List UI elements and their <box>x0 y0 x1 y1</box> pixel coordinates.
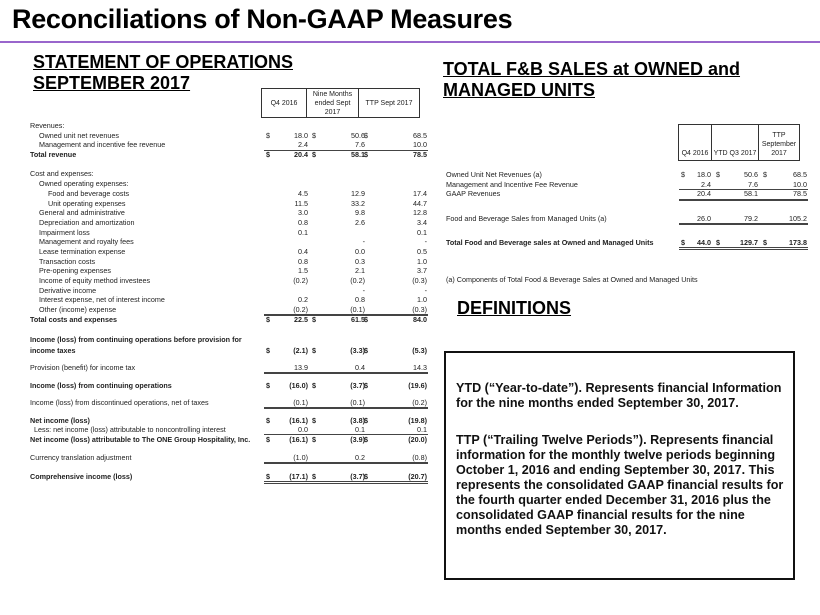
fb-footnote: (a) Components of Total Food & Beverage Sales at Owned and Managed Units <box>446 275 698 284</box>
currency-symbol: $ <box>364 345 368 355</box>
cell-value: 2.4 <box>701 179 711 189</box>
currency-symbol: $ <box>266 471 270 481</box>
currency-symbol: $ <box>763 237 767 247</box>
statement-row <box>30 257 428 267</box>
definitions-title: DEFINITIONS <box>457 298 572 318</box>
statement-row <box>30 218 428 228</box>
row-label: Income (loss) from continuing operations before provision for <box>30 335 242 345</box>
fb-row <box>446 170 808 180</box>
cell-value: 2.6 <box>355 217 365 227</box>
cell-value: 4.5 <box>298 188 308 198</box>
fb-title-line2: MANAGED UNITS <box>443 80 595 100</box>
cell-value: 9.8 <box>355 208 365 218</box>
cell-value: 7.6 <box>748 179 758 189</box>
row-label: Management and incentive fee revenue <box>39 140 166 150</box>
currency-symbol: $ <box>312 471 316 481</box>
cell-value: 0.0 <box>298 425 308 435</box>
underline-rule <box>264 372 428 374</box>
statement-row <box>30 286 428 296</box>
cell-value: 0.0 <box>355 246 365 256</box>
cell-value: 20.4 <box>697 189 711 199</box>
statement-title-line1: STATEMENT OF OPERATIONS <box>33 52 293 72</box>
cell-value: 0.1 <box>355 425 365 435</box>
definition-ytd: YTD (“Year-to-date”). Represents financial Information for the nine months ended September 30, 2017. <box>456 381 782 410</box>
row-label: Revenues: <box>30 121 65 130</box>
row-label: Unit operating expenses <box>48 198 126 208</box>
cell-value: (3.3) <box>350 345 365 355</box>
row-spacer <box>446 199 808 214</box>
statement-row <box>30 425 428 435</box>
cell-value: 3.4 <box>417 217 427 227</box>
row-label: GAAP Revenues <box>446 189 501 199</box>
statement-table-body <box>30 121 428 481</box>
cell-value: (0.2) <box>350 276 365 285</box>
cell-value: (20.7) <box>408 471 427 481</box>
row-label: Income (loss) from continuing operations <box>30 380 172 390</box>
cell-value: (0.1) <box>293 398 308 408</box>
cell-value: (0.8) <box>412 453 427 463</box>
currency-symbol: $ <box>312 345 316 355</box>
cell-value: (16.1) <box>289 415 308 425</box>
cell-value: 1.0 <box>417 256 427 266</box>
statement-row <box>30 472 428 482</box>
column-header: Q4 2016 <box>679 125 712 160</box>
row-label: Other (income) expense <box>39 305 117 315</box>
row-label: Pre-opening expenses <box>39 266 111 276</box>
row-label: Management and royalty fees <box>39 237 134 247</box>
row-spacer <box>446 223 808 238</box>
statement-table-header <box>261 88 420 118</box>
statement-row <box>30 237 428 247</box>
currency-symbol: $ <box>266 314 270 324</box>
row-label: Income (loss) from discontinued operations, net of taxes <box>30 398 209 408</box>
cell-value: 18.0 <box>294 130 308 140</box>
cell-value: 58.1 <box>744 189 758 199</box>
cell-value: 10.0 <box>793 179 807 189</box>
row-label: Cost and expenses: <box>30 169 94 179</box>
fb-row <box>446 180 808 190</box>
row-label: Net income (loss) attributable to The ONE Group Hospitality, Inc. <box>30 434 251 444</box>
row-spacer <box>30 390 428 398</box>
row-label: Total revenue <box>30 150 77 160</box>
row-spacer <box>30 355 428 363</box>
cell-value: (5.3) <box>412 345 427 355</box>
row-label: income taxes <box>30 345 76 355</box>
cell-value: - <box>424 237 427 247</box>
row-label: Lease termination expense <box>39 246 126 256</box>
currency-symbol: $ <box>312 130 316 140</box>
fb-row <box>446 214 808 224</box>
currency-symbol: $ <box>681 237 685 247</box>
underline-rule <box>679 247 808 250</box>
cell-value: (19.6) <box>408 380 427 390</box>
cell-value: 0.1 <box>417 425 427 435</box>
currency-symbol: $ <box>312 314 316 324</box>
cell-value: (0.3) <box>412 305 427 315</box>
title-divider <box>0 41 820 43</box>
underline-rule <box>264 481 428 484</box>
currency-symbol: $ <box>266 150 270 160</box>
statement-row <box>30 169 428 179</box>
cell-value: 11.5 <box>294 198 308 208</box>
statement-row <box>30 398 428 408</box>
cell-value: 68.5 <box>793 170 807 179</box>
cell-value: (0.3) <box>412 276 427 285</box>
row-label: Management and Incentive Fee Revenue <box>446 179 578 189</box>
cell-value: 12.8 <box>413 208 427 218</box>
column-header: TTP Sept 2017 <box>365 99 413 107</box>
fb-table-header <box>678 124 800 161</box>
statement-row <box>30 453 428 463</box>
cell-value: 22.5 <box>294 314 308 324</box>
currency-symbol: $ <box>716 237 720 247</box>
statement-row <box>30 266 428 276</box>
definitions-box <box>444 351 795 580</box>
cell-value: (17.1) <box>289 471 308 481</box>
definition-ttp: TTP (“Trailing Twelve Periods”). Represents financial information for the monthly twelve periods beginning October 1, 2016 and ending September 30, 2017. This represents the consolidated GAAP financial results for the fourth quarter ended December 31, 2016 plus the consolidated GAAP financial results for the nine months ended September 30, 2017. <box>456 433 784 537</box>
currency-symbol: $ <box>364 380 368 390</box>
row-label: Income of equity method investees <box>39 276 151 285</box>
row-label: Total costs and expenses <box>30 314 117 324</box>
cell-value: 50.6 <box>744 170 758 179</box>
statement-row <box>30 228 428 238</box>
column-header: Nine Months ended Sept 2017 <box>307 89 359 117</box>
currency-symbol: $ <box>312 434 316 444</box>
cell-value: 0.8 <box>298 217 308 227</box>
row-label: Impairment loss <box>39 227 90 237</box>
statement-row <box>30 247 428 257</box>
currency-symbol: $ <box>312 380 316 390</box>
cell-value: (0.1) <box>350 305 365 315</box>
cell-value: 105.2 <box>789 213 807 223</box>
statement-row <box>30 295 428 305</box>
cell-value: 3.0 <box>298 208 308 218</box>
statement-row <box>30 416 428 426</box>
row-spacer <box>30 324 428 335</box>
currency-symbol: $ <box>266 434 270 444</box>
statement-title <box>33 52 293 94</box>
cell-value: 0.4 <box>298 246 308 256</box>
cell-value: 58.1 <box>351 150 365 160</box>
row-label: Depreciation and amortization <box>39 217 135 227</box>
cell-value: 44.7 <box>413 198 427 208</box>
currency-symbol: $ <box>266 380 270 390</box>
cell-value: 78.5 <box>413 150 427 160</box>
cell-value: 0.5 <box>417 246 427 256</box>
cell-value: 13.9 <box>294 363 308 373</box>
statement-row <box>30 121 428 131</box>
row-label: Less: net income (loss) attributable to noncontrolling interest <box>34 425 226 435</box>
currency-symbol: $ <box>266 130 270 140</box>
statement-row <box>30 335 428 345</box>
currency-symbol: $ <box>364 314 368 324</box>
cell-value: 7.6 <box>355 140 365 150</box>
currency-symbol: $ <box>716 170 720 179</box>
cell-value: 0.2 <box>298 295 308 305</box>
cell-value: 20.4 <box>294 150 308 160</box>
row-label: Owned unit net revenues <box>39 130 119 140</box>
row-label: Total Food and Beverage sales at Owned and Managed Units <box>446 237 654 247</box>
cell-value: 0.2 <box>355 453 365 463</box>
column-header: TTP September 2017 <box>761 132 797 157</box>
statement-row <box>30 346 428 356</box>
cell-value: 10.0 <box>413 140 427 150</box>
cell-value: 0.1 <box>298 227 308 237</box>
statement-row <box>30 305 428 315</box>
cell-value: (16.1) <box>289 434 308 444</box>
cell-value: (19.8) <box>408 415 427 425</box>
cell-value: 17.4 <box>413 188 427 198</box>
cell-value: 129.7 <box>740 237 758 247</box>
statement-row <box>30 315 428 325</box>
cell-value: (0.2) <box>412 398 427 408</box>
fb-table-body <box>446 170 808 248</box>
row-spacer <box>30 445 428 454</box>
row-label: Interest expense, net of interest income <box>39 295 165 305</box>
currency-symbol: $ <box>364 471 368 481</box>
cell-value: 33.2 <box>351 198 365 208</box>
cell-value: 1.0 <box>417 295 427 305</box>
currency-symbol: $ <box>364 130 368 140</box>
underline-rule <box>264 407 428 409</box>
cell-value: 84.0 <box>413 314 427 324</box>
statement-row <box>30 276 428 286</box>
underline-rule <box>679 199 808 201</box>
cell-value: 79.2 <box>744 213 758 223</box>
currency-symbol: $ <box>266 415 270 425</box>
column-header: Q4 2016 <box>262 89 307 117</box>
cell-value: (0.1) <box>350 398 365 408</box>
cell-value: 0.8 <box>355 295 365 305</box>
statement-row <box>30 199 428 209</box>
statement-row <box>30 179 428 189</box>
row-label: Owned operating expenses: <box>39 179 129 189</box>
statement-row <box>30 363 428 373</box>
cell-value: - <box>424 285 427 295</box>
fb-row <box>446 238 808 248</box>
cell-value: (0.2) <box>293 276 308 285</box>
row-label: Food and beverage costs <box>48 188 130 198</box>
cell-value: (3.8) <box>350 415 365 425</box>
cell-value: 173.8 <box>789 237 807 247</box>
cell-value: 68.5 <box>413 130 427 140</box>
row-label: Currency translation adjustment <box>30 453 132 463</box>
fb-title <box>443 59 740 101</box>
cell-value: 2.4 <box>298 140 308 150</box>
currency-symbol: $ <box>312 150 316 160</box>
cell-value: - <box>362 237 365 247</box>
cell-value: (2.1) <box>293 345 308 355</box>
row-label: Derivative income <box>39 285 97 295</box>
statement-title-line2: SEPTEMBER 2017 <box>33 73 191 93</box>
cell-value: 12.9 <box>351 188 365 198</box>
currency-symbol: $ <box>266 345 270 355</box>
page-title: Reconciliations of Non-GAAP Measures <box>12 4 513 34</box>
cell-value: 50.6 <box>351 130 365 140</box>
currency-symbol: $ <box>364 150 368 160</box>
cell-value: (1.0) <box>293 453 308 463</box>
cell-value: 0.8 <box>298 256 308 266</box>
row-label: Food and Beverage Sales from Managed Units (a) <box>446 213 607 223</box>
cell-value: (3.7) <box>350 471 365 481</box>
cell-value: (16.0) <box>289 380 308 390</box>
cell-value: 3.7 <box>417 266 427 276</box>
column-header: YTD Q3 2017 <box>712 125 759 160</box>
cell-value: 14.3 <box>413 363 427 373</box>
cell-value: 0.1 <box>417 227 427 237</box>
cell-value: 0.4 <box>355 363 365 373</box>
statement-row <box>30 140 428 150</box>
row-label: Net income (loss) <box>30 415 90 425</box>
currency-symbol: $ <box>681 170 685 179</box>
statement-row <box>30 435 428 445</box>
row-label: Comprehensive income (loss) <box>30 471 133 481</box>
fb-title-line1: TOTAL F&B SALES at OWNED and <box>443 59 741 79</box>
statement-row <box>30 189 428 199</box>
statement-row <box>30 381 428 391</box>
cell-value: 2.1 <box>355 266 365 276</box>
cell-value: 18.0 <box>697 170 711 179</box>
cell-value: (0.2) <box>293 305 308 315</box>
row-label: Transaction costs <box>39 256 96 266</box>
underline-rule <box>264 462 428 464</box>
row-label: Provision (benefit) for income tax <box>30 363 136 373</box>
cell-value: 1.5 <box>298 266 308 276</box>
statement-row <box>30 131 428 141</box>
statement-row <box>30 208 428 218</box>
cell-value: 26.0 <box>697 213 711 223</box>
cell-value: (20.0) <box>408 434 427 444</box>
fb-row <box>446 189 808 199</box>
cell-value: (3.9) <box>350 434 365 444</box>
row-label: Owned Unit Net Revenues (a) <box>446 170 542 179</box>
cell-value: 44.0 <box>697 237 711 247</box>
currency-symbol: $ <box>312 415 316 425</box>
cell-value: 0.3 <box>355 256 365 266</box>
statement-row <box>30 150 428 160</box>
cell-value: 61.5 <box>351 314 365 324</box>
cell-value: - <box>362 285 365 295</box>
cell-value: 78.5 <box>793 189 807 199</box>
row-spacer <box>30 160 428 170</box>
currency-symbol: $ <box>364 434 368 444</box>
currency-symbol: $ <box>763 170 767 179</box>
currency-symbol: $ <box>364 415 368 425</box>
row-label: General and administrative <box>39 208 125 218</box>
cell-value: (3.7) <box>350 380 365 390</box>
underline-rule <box>679 223 808 225</box>
